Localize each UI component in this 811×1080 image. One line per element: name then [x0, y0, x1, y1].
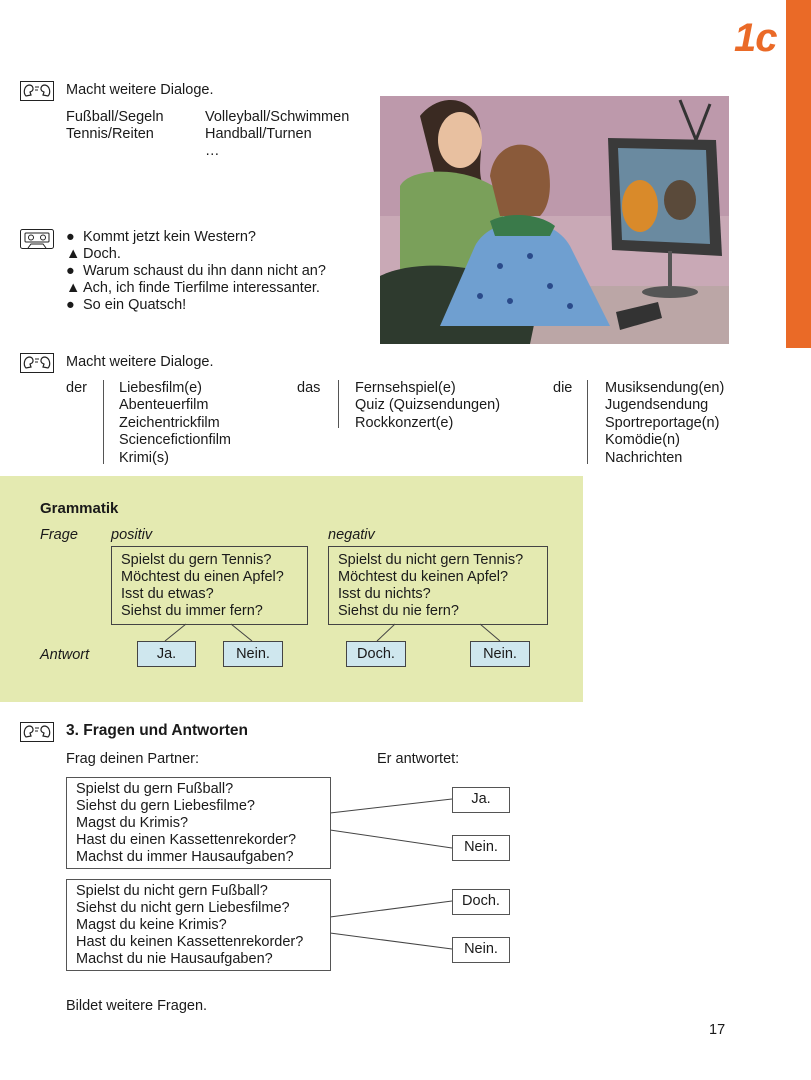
footer-instruction: Bildet weitere Fragen. [66, 998, 208, 1014]
genre-item: Jugendsendung [605, 397, 709, 413]
question-text: Machst du immer Hausaufgaben? [76, 849, 294, 865]
genre-item: Fernsehspiel(e) [355, 380, 456, 396]
exercise3-title: 3. Fragen und Antworten [66, 722, 248, 739]
antwort-label: Antwort [40, 647, 90, 663]
answer-nein: Nein. [452, 937, 510, 963]
answer-nein: Nein. [452, 835, 510, 861]
grammar-title: Grammatik [40, 500, 119, 517]
question-text: Magst du keine Krimis? [76, 917, 227, 933]
genre-item: Rockkonzert(e) [355, 415, 454, 431]
question-text: Spielst du gern Tennis? [121, 552, 272, 568]
genre-item: Musiksendung(en) [605, 380, 725, 396]
section1-instruction: Macht weitere Dialoge. [66, 82, 214, 98]
sport-pair: Fußball/Segeln [66, 109, 164, 125]
frage-label: Frage [40, 527, 78, 543]
article-die: die [553, 380, 573, 396]
sport-pair: Tennis/Reiten [66, 126, 154, 142]
sport-pair: Volleyball/Schwimmen [205, 109, 350, 125]
genre-item: Abenteuerfilm [119, 397, 209, 413]
genre-item: Nachrichten [605, 450, 683, 466]
answer-ja: Ja. [452, 787, 510, 813]
question-text: Siehst du nie fern? [338, 603, 459, 619]
question-text: Siehst du immer fern? [121, 603, 263, 619]
question-text: Machst du nie Hausaufgaben? [76, 951, 273, 967]
genre-item: Liebesfilm(e) [119, 380, 202, 396]
answer-nein: Nein. [223, 641, 283, 667]
question-text: Siehst du nicht gern Liebesfilme? [76, 900, 290, 916]
question-text: Hast du einen Kassettenrekorder? [76, 832, 297, 848]
dialogue-line: ● Warum schaust du ihn dann nicht an? [66, 263, 326, 279]
answer-doch: Doch. [452, 889, 510, 915]
question-text: Möchtest du einen Apfel? [121, 569, 284, 585]
negativ-label: negativ [328, 527, 375, 543]
section2-instruction: Macht weitere Dialoge. [66, 354, 214, 370]
positiv-label: positiv [111, 527, 153, 543]
article-der: der [66, 380, 87, 396]
question-text: Spielst du gern Fußball? [76, 781, 234, 797]
question-text: Spielst du nicht gern Tennis? [338, 552, 524, 568]
dialogue-line: ● Kommt jetzt kein Western? [66, 229, 256, 245]
question-text: Möchtest du keinen Apfel? [338, 569, 509, 585]
question-text: Siehst du gern Liebesfilme? [76, 798, 255, 814]
partner-label: Frag deinen Partner: [66, 751, 199, 767]
genre-item: Komödie(n) [605, 432, 680, 448]
answer-nein: Nein. [470, 641, 530, 667]
answer-ja: Ja. [137, 641, 196, 667]
answer-label: Er antwortet: [377, 751, 460, 767]
dialogue-line: ▲ Doch. [66, 246, 121, 262]
question-text: Isst du nichts? [338, 586, 431, 602]
genre-item: Quiz (Quizsendungen) [355, 397, 501, 413]
answer-doch: Doch. [346, 641, 406, 667]
genre-item: Sportreportage(n) [605, 415, 720, 431]
speaking-icon [20, 722, 54, 742]
article-das: das [297, 380, 321, 396]
genre-item: Sciencefictionfilm [119, 432, 232, 448]
sport-pair: Handball/Turnen [205, 126, 312, 142]
dialogue-line: ▲ Ach, ich finde Tierfilme interessanter. [66, 280, 320, 296]
question-text: Magst du Krimis? [76, 815, 189, 831]
genre-item: Zeichentrickfilm [119, 415, 220, 431]
page-number: 17 [709, 1022, 726, 1038]
question-text: Hast du keinen Kassettenrekorder? [76, 934, 304, 950]
question-text: Spielst du nicht gern Fußball? [76, 883, 268, 899]
genre-item: Krimi(s) [119, 450, 169, 466]
ellipsis: … [205, 143, 220, 159]
unit-label: 1c [734, 16, 777, 60]
dialogue-line: ● So ein Quatsch! [66, 297, 187, 313]
question-text: Isst du etwas? [121, 586, 214, 602]
